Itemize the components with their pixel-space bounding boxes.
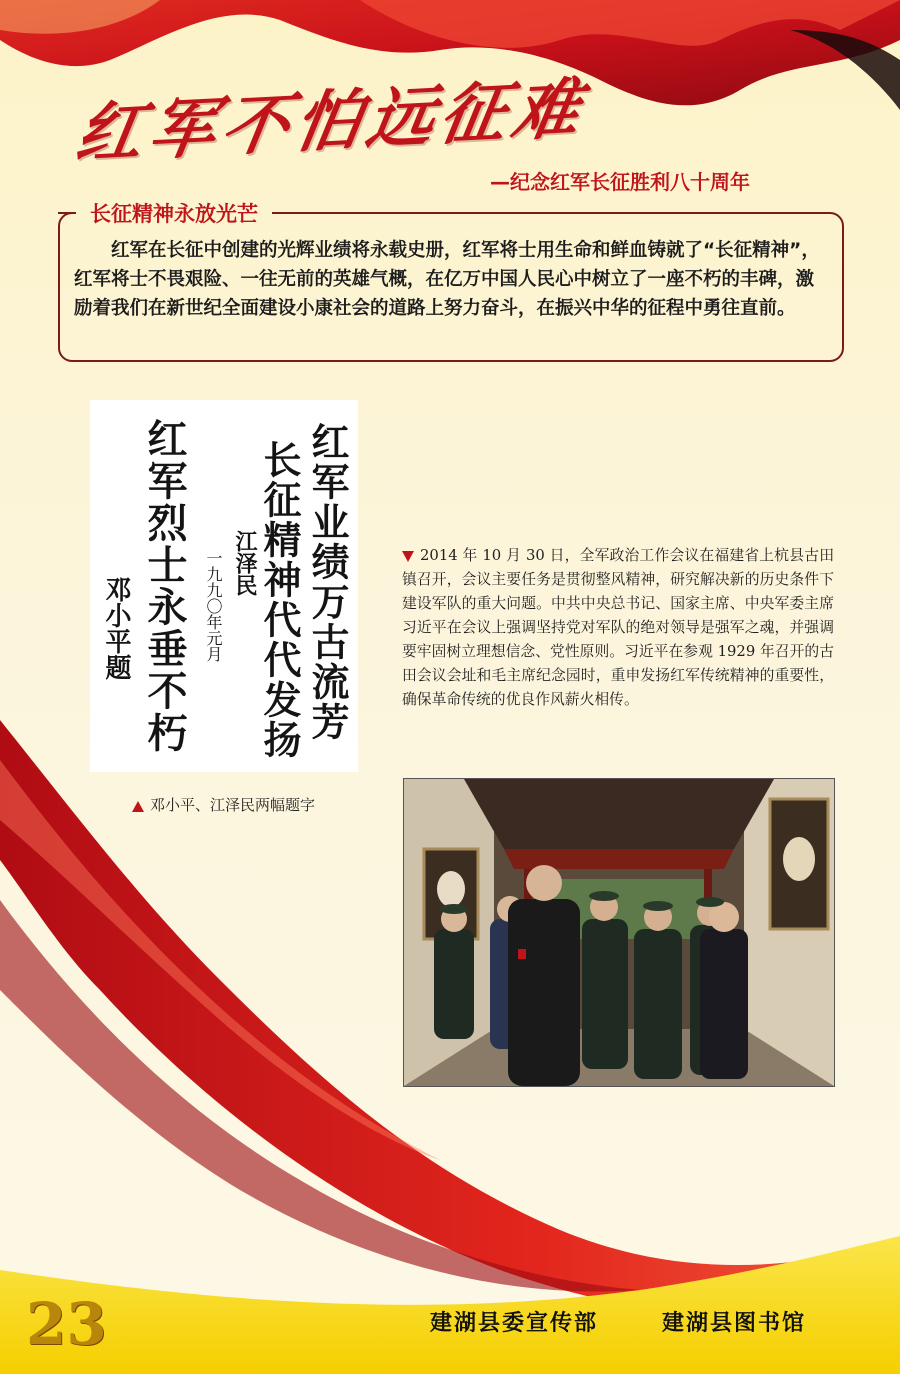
jiang-line-1: 红军业绩万古流芳 bbox=[305, 422, 350, 742]
triangle-up-icon bbox=[132, 801, 144, 812]
deng-line: 红军烈士永垂不朽 bbox=[141, 418, 188, 754]
photo-caption-text: 2014 年 10 月 30 日，全军政治工作会议在福建省上杭县古田镇召开，会议主要任务是贯彻整风精神，研究解决新的历史条件下建设军队的重大问题。中共中央总书记、国家主席、中央军委主席习近平在会议上强调坚持党对军队的绝对领导是强军之魂，并强调要牢固树立理想信念、党性原则。习近平在参观 1929 年召开的古田会议会址和毛主席纪念园时，重申发扬红军传统精神的重要性，确保革命传统的优良作风薪火相传。 bbox=[402, 547, 834, 708]
section-title: 长征精神永放光芒 bbox=[76, 198, 272, 228]
calligraphy-caption-text: 邓小平、江泽民两幅题字 bbox=[150, 796, 316, 814]
org-propaganda-dept: 建湖县委宣传部 bbox=[430, 1311, 599, 1336]
org-library: 建湖县图书馆 bbox=[662, 1311, 807, 1336]
photo-caption bbox=[402, 544, 834, 712]
page-title: 红军不怕远征难 bbox=[70, 68, 592, 174]
deng-signature: 邓小平题 bbox=[101, 576, 131, 680]
page-subtitle: —纪念红军长征胜利八十周年 bbox=[490, 170, 750, 194]
photo-illustration bbox=[404, 779, 834, 1086]
triangle-down-icon bbox=[402, 551, 414, 562]
jiang-signature: 江泽民 bbox=[232, 530, 258, 596]
section-paragraph: 红军在长征中创建的光辉业绩将永载史册，红军将士用生命和鲜血铸就了“长征精神”，红军将士不畏艰险、一往无前的英雄气概，在亿万中国人民心中树立了一座不朽的丰碑，激励着我们在新世纪全面建设小康社会的道路上努力奋斗，在振兴中华的征程中勇往直前。 bbox=[74, 240, 820, 319]
jiang-date: 一九九〇年元月 bbox=[204, 550, 223, 662]
gutian-visit-photo bbox=[403, 778, 835, 1087]
calligraphy-caption bbox=[132, 794, 315, 815]
jiang-line-2: 长征精神代代发扬 bbox=[257, 440, 302, 760]
calligraphy-panel bbox=[90, 400, 358, 772]
page-number: 23 bbox=[26, 1290, 107, 1358]
